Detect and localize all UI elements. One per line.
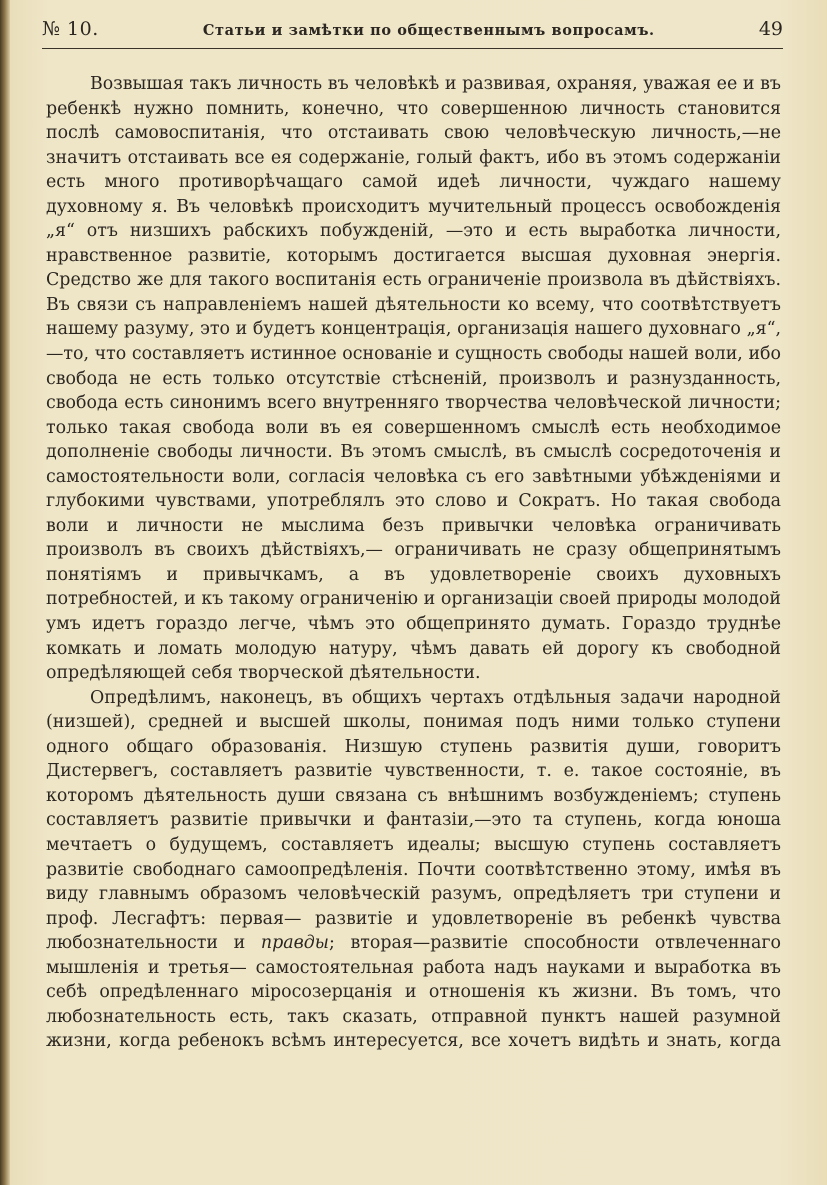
book-spine-shadow (0, 0, 10, 1185)
italic-word: правды (260, 933, 329, 954)
paragraph-2-start: Опредѣлимъ, наконецъ, въ общихъ чертахъ отдѣльныя задачи народной (низшей), средней и высшей школы, понимая подъ ними только ступени одного общаго образованія. Низшую ступень развитія души, говоритъ Дистервегъ, составляетъ развитіе чувственности, т. е. такое состояніе, въ которомъ дѣятельность души связана съ внѣшнимъ возбужденіемъ; ступень составляетъ развитіе привычки и фантазіи,—это та ступень, когда юноша мечтаетъ о будущемъ, составляетъ идеалы; высшую ступень составляетъ развитіе свободнаго самоопредѣленія. Почти соотвѣтственно этому, имѣя въ виду главнымъ образомъ человѣческій разумъ, опредѣляетъ три ступени и проф. Лесгафтъ: первая— развитіе и удовлетвореніе въ ребенкѣ чувства любознательности и (46, 687, 781, 954)
paragraph-2 (46, 686, 781, 1054)
article-body (46, 72, 781, 1054)
section-title: Статьи и замѣтки по общественнымъ вопросамъ. (202, 22, 655, 39)
paragraph-1: Возвышая такъ личность въ человѣкѣ и развивая, охраняя, уважая ее и въ ребенкѣ нужно помнить, конечно, что совершенною личность становится послѣ самовоспитанія, что отстаивать свою человѣческую личность,—не значитъ отстаивать все ея содержаніе, голый фактъ, ибо въ этомъ содержаніи есть много противорѣчащаго самой идеѣ личности, чуждаго нашему духовному я. Въ человѣкѣ происходитъ мучительный процессъ освобожденія „я“ отъ низшихъ рабскихъ побужденій, —это и есть выработка личности, нравственное развитіе, которымъ достигается высшая духовная энергія. Средство же для такого воспитанія есть ограниченіе произвола въ дѣйствіяхъ. Въ связи съ направленіемъ нашей дѣятельности ко всему, что соотвѣтствуетъ нашему разуму, это и будетъ концентрація, организація нашего духовнаго „я“, —то, что составляетъ истинное основаніе и сущность свободы нашей воли, ибо свобода не есть только отсутствіе стѣсненій, произволъ и разнузданность, свобода есть синонимъ всего внутренняго творчества человѣческой личности; только такая свобода воли въ ея совершенномъ смыслѣ есть необходимое дополненіе свободы личности. Въ этомъ смыслѣ, въ смыслѣ сосредоточенія и самостоятельности воли, согласія человѣка съ его завѣтными убѣжденіями и глубокими чувствами, употреблялъ это слово и Сократъ. Но такая свобода воли и личности не мыслима безъ привычки человѣка ограничивать произволъ въ своихъ дѣйствіяхъ,— ограничивать не сразу общепринятымъ понятіямъ и привычкамъ, а въ удовлетвореніе своихъ духовныхъ потребностей, и къ такому ограниченію и организаціи своей природы молодой умъ идетъ гораздо легче, чѣмъ это общепринято думать. Гораздо труднѣе комкать и ломать молодую натуру, чѣмъ давать ей дорогу къ свободной опредѣляющей себя творческой дѣятельности. (46, 74, 781, 684)
paragraph-2-end: ; вторая—развитіе способности отвлеченнаго мышленія и третья— самостоятельная работа надъ науками и выработка въ себѣ опредѣленнаго міросозерцанія и отношенія къ жизни. Въ томъ, что любознательность есть, такъ сказать, отправной пунктъ нашей разумной жизни, когда ребенокъ всѣмъ интересуется, все хочетъ видѣть и знать, когда (46, 933, 781, 1052)
page-number: 49 (758, 18, 783, 40)
issue-number: № 10. (42, 18, 99, 40)
running-header (42, 18, 783, 49)
